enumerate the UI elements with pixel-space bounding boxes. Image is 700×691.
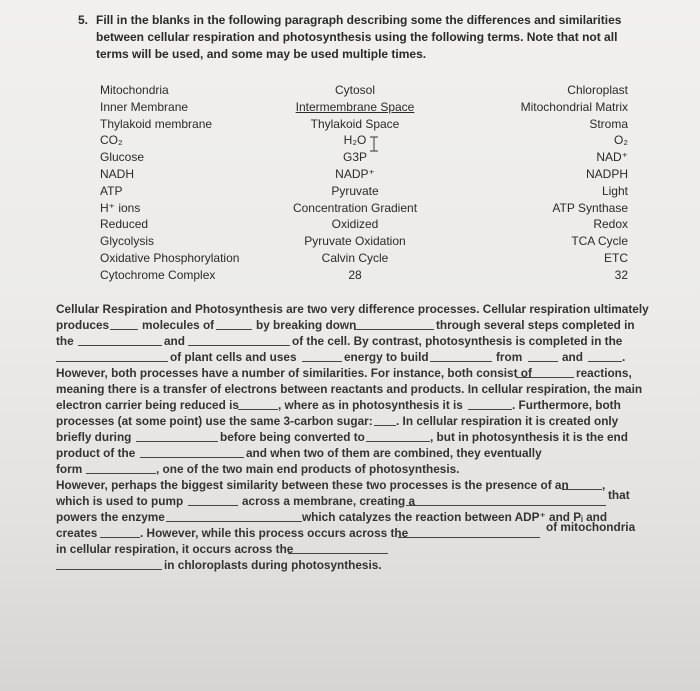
word-bank-term: Thylakoid Space xyxy=(310,116,400,131)
paragraph-text: powers the enzyme xyxy=(56,510,165,524)
question-header xyxy=(78,12,638,63)
paragraph-text: produces xyxy=(56,318,110,332)
word-bank-term: Chloroplast xyxy=(567,83,628,97)
paragraph-text: energy to build xyxy=(344,350,429,364)
paragraph-text: product of the xyxy=(56,446,136,460)
word-bank-term: Glycolysis xyxy=(100,234,155,249)
word-bank-term: CO₂ xyxy=(100,133,123,148)
word-bank-term: Calvin Cycle xyxy=(321,250,389,265)
word-bank-term: Pyruvate Oxidation xyxy=(304,234,406,249)
word-bank-term: H₂O xyxy=(343,133,367,148)
word-bank-column-1 xyxy=(100,82,239,284)
word-bank-term: NADH xyxy=(100,166,135,181)
paragraph-text: from xyxy=(496,350,523,364)
paragraph-text: that xyxy=(608,488,630,502)
word-bank-term: TCA Cycle xyxy=(571,234,628,249)
word-bank-term: ATP xyxy=(100,183,123,198)
paragraph-text: briefly during xyxy=(56,430,132,444)
paragraph-text: , where as in photosynthesis it is xyxy=(278,398,463,412)
paragraph-text: and xyxy=(164,334,185,348)
word-bank-column-2 xyxy=(272,82,438,284)
question-instructions: Fill in the blanks in the following paragraph describing some the differences and similarities between cellular respiration and photosynthesis using the following terms. Note that not all terms will be used, and some may be used multiple times. xyxy=(96,13,622,61)
paragraph-text: by breaking down xyxy=(256,318,357,332)
paragraph-text: meaning there is a transfer of electrons between reactants and products. In cellular respiration, the main xyxy=(56,382,643,396)
word-bank-term: Stroma xyxy=(589,116,628,131)
word-bank-term: ATP Synthase xyxy=(552,200,628,215)
word-bank-term: H⁺ ions xyxy=(100,200,141,215)
paragraph-text: through several steps completed in xyxy=(436,318,635,332)
paragraph-text: . xyxy=(622,350,626,364)
word-bank-term: Oxidative Phosphorylation xyxy=(100,250,240,265)
paragraph-text: of plant cells and uses xyxy=(170,350,297,364)
word-bank-term: Cytosol xyxy=(334,83,375,97)
word-bank-term: O₂ xyxy=(614,133,628,148)
word-bank-term: Intermembrane Space xyxy=(295,99,415,114)
paragraph-text: reactions, xyxy=(576,366,632,380)
word-bank-term: 28 xyxy=(348,267,362,282)
paragraph-text: However, both processes have a number of similarities. For instance, both consist of xyxy=(56,366,532,380)
paragraph-text: form xyxy=(56,462,83,476)
paragraph-text: in chloroplasts during photosynthesis. xyxy=(164,558,382,572)
word-bank-term: Mitochondrial Matrix xyxy=(520,99,628,114)
paragraph-text: in cellular respiration, it occurs across the xyxy=(56,542,294,556)
word-bank-term: NADP⁺ xyxy=(335,166,375,181)
word-bank-term: Thylakoid membrane xyxy=(100,116,213,131)
paragraph-text: . Furthermore, both xyxy=(512,398,621,412)
paragraph-text: molecules of xyxy=(142,318,215,332)
paragraph-text: Cellular Respiration and Photosynthesis are two very difference processes. Cellular respiration ultimately xyxy=(56,302,649,316)
paragraph-text: . In cellular respiration it is created only xyxy=(396,414,619,428)
paragraph-text: before being converted to xyxy=(220,430,365,444)
word-bank-term: Reduced xyxy=(100,217,149,232)
paragraph-text: , one of the two main end products of photosynthesis. xyxy=(156,462,460,476)
paragraph-text: , but in photosynthesis it is the end xyxy=(430,430,628,444)
word-bank-term: Concentration Gradient xyxy=(292,200,418,215)
paragraph-text: electron carrier being reduced is xyxy=(56,398,239,412)
word-bank-term: Inner Membrane xyxy=(100,99,189,114)
word-bank-term: G3P xyxy=(342,150,367,165)
word-bank-term: Oxidized xyxy=(331,217,379,232)
paragraph-text: and when two of them are combined, they eventually xyxy=(246,446,542,460)
word-bank-column-3 xyxy=(500,82,628,284)
word-bank-term: ETC xyxy=(604,250,628,265)
word-bank-term: NAD⁺ xyxy=(596,150,628,165)
paragraph-text: . However, while this process occurs across the xyxy=(140,526,409,540)
word-bank-term: Light xyxy=(601,183,628,198)
question-number: 5. xyxy=(78,13,89,27)
paragraph-text: and xyxy=(562,350,583,364)
paragraph-text: However, perhaps the biggest similarity between these two processes is the presence of an xyxy=(56,478,569,492)
paragraph-text: which is used to pump xyxy=(56,494,184,508)
word-bank-term: Pyruvate xyxy=(331,183,379,198)
word-bank-term: 32 xyxy=(614,267,628,282)
paragraph-text: , xyxy=(602,478,606,492)
word-bank-term: Glucose xyxy=(100,150,145,165)
paragraph-text: the xyxy=(56,334,74,348)
paragraph-text: creates xyxy=(56,526,98,540)
paragraph-text: across a membrane, creating a xyxy=(242,494,416,508)
word-bank-term: Redox xyxy=(593,217,628,232)
paragraph-text: of mitochondria xyxy=(546,520,636,534)
paragraph-text: which catalyzes the reaction between ADP⁺ and Pᵢ and xyxy=(302,510,608,524)
text-cursor-icon xyxy=(368,136,380,152)
paragraph-text: of the cell. By contrast, photosynthesis is completed in the xyxy=(292,334,623,348)
word-bank-term: Cytochrome Complex xyxy=(100,267,216,282)
word-bank-term: Mitochondria xyxy=(100,83,169,97)
word-bank-term: NADPH xyxy=(585,166,628,181)
paragraph-text: processes (at some point) use the same 3-carbon sugar: xyxy=(56,414,373,428)
